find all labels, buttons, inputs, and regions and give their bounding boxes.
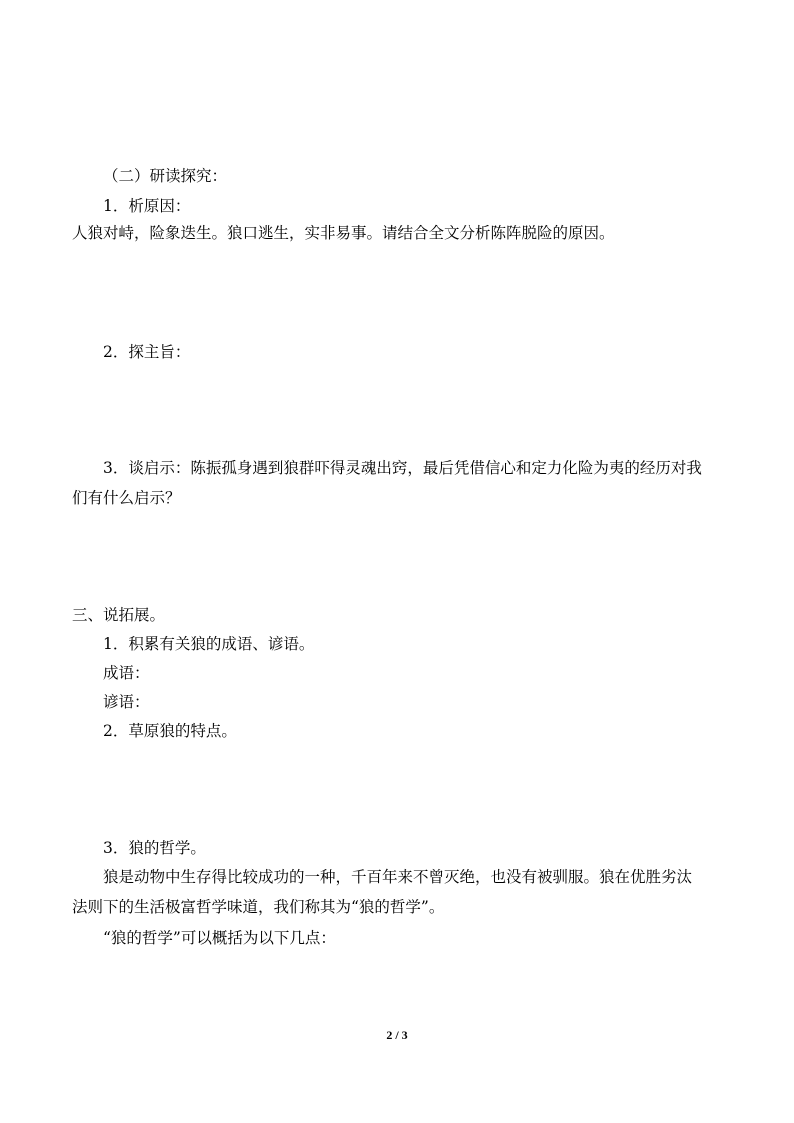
item-2-grassland-wolf: 2．草原狼的特点。 xyxy=(103,722,237,740)
paragraph-line-2: 法则下的生活极富哲学味道，我们称其为“狼的哲学”。 xyxy=(72,898,445,916)
question-1-label: 1．析原因： xyxy=(103,197,191,215)
paragraph-line-1: 狼是动物中生存得比较成功的一种，千百年来不曾灭绝，也没有被驯服。狼在优胜劣汰 xyxy=(103,868,693,886)
proverbs-label: 谚语： xyxy=(103,693,150,711)
idioms-label: 成语： xyxy=(103,664,150,682)
paragraph-line-3: “狼的哲学”可以概括为以下几点： xyxy=(103,929,336,947)
question-2-label: 2．探主旨： xyxy=(103,343,191,361)
question-1-text: 人狼对峙，险象迭生。狼口逃生，实非易事。请结合全文分析陈阵脱险的原因。 xyxy=(72,224,615,242)
section-heading-extension: 三、说拓展。 xyxy=(72,606,166,624)
section-heading-research: （二）研读探究： xyxy=(103,167,228,185)
page-number: 2 / 3 xyxy=(386,1028,408,1042)
item-3-wolf-philosophy: 3．狼的哲学。 xyxy=(103,839,206,857)
question-3-text-line-2: 们有什么启示？ xyxy=(72,489,181,507)
question-3-text-line-1: 3．谈启示：陈振孤身遇到狼群吓得灵魂出窍，最后凭借信心和定力化险为夷的经历对我 xyxy=(103,459,702,477)
item-1-idioms-proverbs: 1．积累有关狼的成语、谚语。 xyxy=(103,635,315,653)
